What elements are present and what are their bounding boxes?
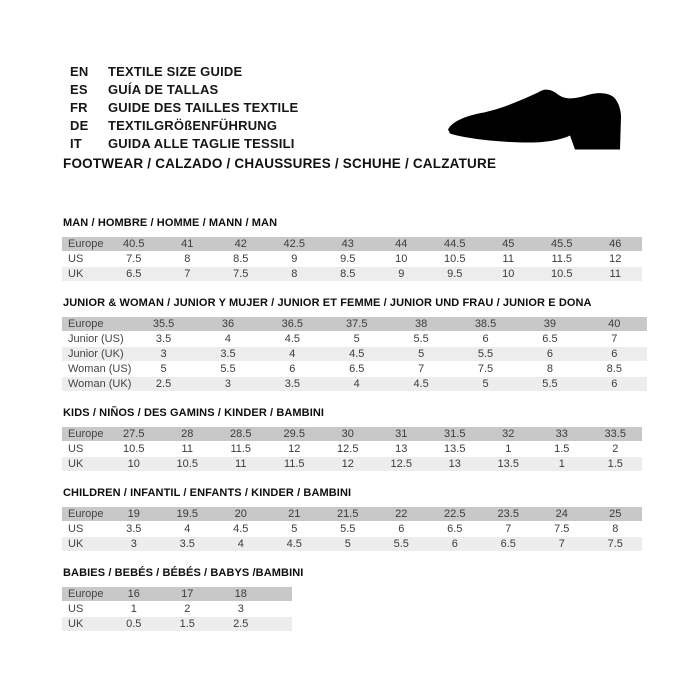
size-cell: 4.5 bbox=[268, 537, 322, 552]
size-cell: 12.5 bbox=[375, 457, 429, 472]
table-row bbox=[62, 587, 292, 602]
size-cell: 5.5 bbox=[518, 377, 582, 392]
row-label: Woman (UK) bbox=[62, 377, 131, 392]
size-cell: 10.5 bbox=[428, 252, 482, 267]
language-code: DE bbox=[70, 117, 89, 133]
size-cell: 13.5 bbox=[482, 457, 536, 472]
language-row bbox=[70, 62, 298, 80]
size-cell: 28.5 bbox=[214, 427, 268, 442]
row-label: UK bbox=[62, 617, 107, 632]
size-cell: 36 bbox=[196, 317, 260, 332]
size-cell: 4 bbox=[325, 377, 389, 392]
size-cell: 13 bbox=[375, 442, 429, 457]
size-cell: 5.5 bbox=[196, 362, 260, 377]
row-label: UK bbox=[62, 457, 107, 472]
size-cell: 21.5 bbox=[321, 507, 375, 522]
size-cell: 10 bbox=[375, 252, 429, 267]
size-cell: 11.5 bbox=[214, 442, 268, 457]
table-row bbox=[62, 442, 642, 457]
size-cell: 4 bbox=[214, 537, 268, 552]
size-cell: 31 bbox=[375, 427, 429, 442]
row-label: Europe bbox=[62, 317, 131, 332]
size-cell: 3.5 bbox=[131, 332, 195, 347]
size-cell: 8 bbox=[518, 362, 582, 377]
table-row bbox=[62, 457, 642, 472]
size-cell: 3 bbox=[107, 537, 161, 552]
row-label: Junior (UK) bbox=[62, 347, 131, 362]
row-label: Europe bbox=[62, 507, 107, 522]
language-title: GUIDE DES TAILLES TEXTILE bbox=[108, 99, 299, 115]
size-cell: 43 bbox=[321, 237, 375, 252]
size-table-title: CHILDREN / INFANTIL / ENFANTS / KINDER / BAMBINI bbox=[63, 487, 352, 499]
size-cell: 7 bbox=[389, 362, 453, 377]
size-cell: 11 bbox=[589, 267, 643, 282]
size-cell: 41 bbox=[161, 237, 215, 252]
size-cell: 24 bbox=[535, 507, 589, 522]
size-cell: 16 bbox=[107, 587, 161, 602]
size-cell: 5 bbox=[453, 377, 517, 392]
size-cell: 0.5 bbox=[107, 617, 161, 632]
size-cell: 19 bbox=[107, 507, 161, 522]
table-row bbox=[62, 507, 642, 522]
size-cell: 31.5 bbox=[428, 427, 482, 442]
size-cell: 8.5 bbox=[214, 252, 268, 267]
size-cell: 5 bbox=[389, 347, 453, 362]
size-cell: 5 bbox=[268, 522, 322, 537]
shoe-icon bbox=[442, 63, 642, 168]
size-cell: 10.5 bbox=[535, 267, 589, 282]
table-row bbox=[62, 617, 292, 632]
table-row bbox=[62, 252, 642, 267]
size-cell: 40 bbox=[582, 317, 646, 332]
size-cell: 5 bbox=[321, 537, 375, 552]
size-cell: 3.5 bbox=[260, 377, 324, 392]
size-cell: 9.5 bbox=[428, 267, 482, 282]
language-row bbox=[70, 98, 298, 116]
row-label: Europe bbox=[62, 587, 107, 602]
size-cell: 2 bbox=[161, 602, 215, 617]
size-cell: 4 bbox=[161, 522, 215, 537]
size-cell: 11.5 bbox=[535, 252, 589, 267]
size-cell: 44.5 bbox=[428, 237, 482, 252]
language-row bbox=[70, 80, 298, 98]
size-cell: 37.5 bbox=[325, 317, 389, 332]
size-cell: 3 bbox=[131, 347, 195, 362]
size-table-section bbox=[62, 486, 662, 552]
size-cell: 7.5 bbox=[214, 267, 268, 282]
table-row bbox=[62, 362, 647, 377]
table-row bbox=[62, 537, 642, 552]
size-cell: 45 bbox=[482, 237, 536, 252]
size-table bbox=[62, 587, 292, 632]
size-cell: 7.5 bbox=[535, 522, 589, 537]
size-cell: 7.5 bbox=[453, 362, 517, 377]
size-cell: 8.5 bbox=[582, 362, 646, 377]
table-row bbox=[62, 427, 642, 442]
size-cell: 1.5 bbox=[589, 457, 643, 472]
size-table bbox=[62, 317, 647, 392]
size-cell: 6 bbox=[375, 522, 429, 537]
size-cell: 11 bbox=[214, 457, 268, 472]
row-label: Woman (US) bbox=[62, 362, 131, 377]
table-row bbox=[62, 317, 647, 332]
size-cell: 28 bbox=[161, 427, 215, 442]
table-row bbox=[62, 332, 647, 347]
size-table-title: MAN / HOMBRE / HOMME / MANN / MAN bbox=[63, 217, 278, 229]
size-table-section bbox=[62, 566, 662, 632]
size-cell: 4.5 bbox=[325, 347, 389, 362]
size-cell: 6 bbox=[428, 537, 482, 552]
language-list bbox=[70, 62, 298, 152]
language-title: TEXTILE SIZE GUIDE bbox=[108, 63, 243, 79]
language-code: IT bbox=[70, 135, 82, 151]
size-cell: 3 bbox=[214, 602, 268, 617]
size-cell: 39 bbox=[518, 317, 582, 332]
size-cell: 40.5 bbox=[107, 237, 161, 252]
size-cell: 6 bbox=[518, 347, 582, 362]
size-cell: 6 bbox=[453, 332, 517, 347]
language-title: GUIDA ALLE TAGLIE TESSILI bbox=[108, 135, 295, 151]
size-cell: 2.5 bbox=[131, 377, 195, 392]
size-cell: 44 bbox=[375, 237, 429, 252]
table-row bbox=[62, 602, 292, 617]
size-cell: 6.5 bbox=[107, 267, 161, 282]
size-cell: 3.5 bbox=[161, 537, 215, 552]
size-cell: 13 bbox=[428, 457, 482, 472]
size-cell: 10 bbox=[482, 267, 536, 282]
row-label: UK bbox=[62, 537, 107, 552]
size-cell: 7 bbox=[482, 522, 536, 537]
row-label: Europe bbox=[62, 237, 107, 252]
size-tables-area bbox=[62, 216, 662, 632]
size-cell: 7 bbox=[161, 267, 215, 282]
size-cell: 7.5 bbox=[107, 252, 161, 267]
language-title: TEXTILGRÖßENFÜHRUNG bbox=[108, 117, 278, 133]
size-cell: 11 bbox=[482, 252, 536, 267]
size-cell: 5.5 bbox=[453, 347, 517, 362]
size-table bbox=[62, 237, 642, 282]
size-cell: 12.5 bbox=[321, 442, 375, 457]
size-cell: 4.5 bbox=[389, 377, 453, 392]
size-cell: 8.5 bbox=[321, 267, 375, 282]
size-cell: 10.5 bbox=[107, 442, 161, 457]
size-table-section bbox=[62, 296, 662, 392]
table-row bbox=[62, 267, 642, 282]
table-row bbox=[62, 522, 642, 537]
size-cell: 3 bbox=[196, 377, 260, 392]
size-cell: 32 bbox=[482, 427, 536, 442]
size-cell: 1.5 bbox=[161, 617, 215, 632]
table-row bbox=[62, 237, 642, 252]
row-label: US bbox=[62, 252, 107, 267]
language-title: GUÍA DE TALLAS bbox=[108, 81, 219, 97]
size-cell: 33 bbox=[535, 427, 589, 442]
size-cell: 8 bbox=[589, 522, 643, 537]
size-cell: 1.5 bbox=[535, 442, 589, 457]
size-cell: 7 bbox=[582, 332, 646, 347]
size-table bbox=[62, 507, 642, 552]
size-cell: 30 bbox=[321, 427, 375, 442]
size-cell: 42.5 bbox=[268, 237, 322, 252]
size-cell: 4 bbox=[260, 347, 324, 362]
size-cell: 5.5 bbox=[321, 522, 375, 537]
size-cell: 9 bbox=[268, 252, 322, 267]
language-code: FR bbox=[70, 99, 88, 115]
size-cell: 2 bbox=[589, 442, 643, 457]
row-label: US bbox=[62, 602, 107, 617]
size-cell: 22 bbox=[375, 507, 429, 522]
size-cell: 6 bbox=[582, 377, 646, 392]
size-cell: 3.5 bbox=[107, 522, 161, 537]
size-table-section bbox=[62, 406, 662, 472]
filler-cell bbox=[268, 587, 292, 602]
size-cell: 21 bbox=[268, 507, 322, 522]
size-cell: 25 bbox=[589, 507, 643, 522]
row-label: US bbox=[62, 442, 107, 457]
size-table-title: BABIES / BEBÉS / BÉBÉS / BABYS /BAMBINI bbox=[63, 567, 304, 579]
language-row bbox=[70, 116, 298, 134]
language-row bbox=[70, 134, 298, 152]
size-cell: 5.5 bbox=[375, 537, 429, 552]
size-cell: 46 bbox=[589, 237, 643, 252]
size-cell: 10 bbox=[107, 457, 161, 472]
size-cell: 3.5 bbox=[196, 347, 260, 362]
size-cell: 1 bbox=[107, 602, 161, 617]
size-cell: 27.5 bbox=[107, 427, 161, 442]
row-label: UK bbox=[62, 267, 107, 282]
size-cell: 11.5 bbox=[268, 457, 322, 472]
size-cell: 12 bbox=[589, 252, 643, 267]
size-cell: 5.5 bbox=[389, 332, 453, 347]
size-cell: 6.5 bbox=[428, 522, 482, 537]
size-cell: 9 bbox=[375, 267, 429, 282]
size-cell: 11 bbox=[161, 442, 215, 457]
category-heading: FOOTWEAR / CALZADO / CHAUSSURES / SCHUHE / CALZATURE bbox=[63, 156, 497, 171]
filler-cell bbox=[268, 617, 292, 632]
size-cell: 4 bbox=[196, 332, 260, 347]
size-cell: 6 bbox=[582, 347, 646, 362]
size-cell: 23.5 bbox=[482, 507, 536, 522]
size-cell: 36.5 bbox=[260, 317, 324, 332]
size-cell: 7.5 bbox=[589, 537, 643, 552]
row-label: Europe bbox=[62, 427, 107, 442]
size-cell: 12 bbox=[268, 442, 322, 457]
size-cell: 6 bbox=[260, 362, 324, 377]
size-cell: 17 bbox=[161, 587, 215, 602]
size-cell: 29.5 bbox=[268, 427, 322, 442]
size-cell: 35.5 bbox=[131, 317, 195, 332]
size-cell: 5 bbox=[131, 362, 195, 377]
size-table-title: JUNIOR & WOMAN / JUNIOR Y MUJER / JUNIOR ET FEMME / JUNIOR UND FRAU / JUNIOR E DONA bbox=[63, 297, 592, 309]
size-table-section bbox=[62, 216, 662, 282]
size-cell: 20 bbox=[214, 507, 268, 522]
size-cell: 1 bbox=[482, 442, 536, 457]
size-cell: 8 bbox=[161, 252, 215, 267]
size-table bbox=[62, 427, 642, 472]
size-cell: 4.5 bbox=[260, 332, 324, 347]
size-table-title: KIDS / NIÑOS / DES GAMINS / KINDER / BAMBINI bbox=[63, 407, 325, 419]
size-cell: 38 bbox=[389, 317, 453, 332]
size-cell: 6.5 bbox=[482, 537, 536, 552]
size-cell: 2.5 bbox=[214, 617, 268, 632]
language-code: EN bbox=[70, 63, 89, 79]
size-cell: 42 bbox=[214, 237, 268, 252]
filler-cell bbox=[268, 602, 292, 617]
language-code: ES bbox=[70, 81, 88, 97]
table-row bbox=[62, 377, 647, 392]
size-cell: 22.5 bbox=[428, 507, 482, 522]
size-cell: 6.5 bbox=[518, 332, 582, 347]
size-cell: 45.5 bbox=[535, 237, 589, 252]
size-cell: 5 bbox=[325, 332, 389, 347]
size-cell: 38.5 bbox=[453, 317, 517, 332]
size-cell: 7 bbox=[535, 537, 589, 552]
row-label: Junior (US) bbox=[62, 332, 131, 347]
size-cell: 12 bbox=[321, 457, 375, 472]
size-cell: 6.5 bbox=[325, 362, 389, 377]
size-cell: 18 bbox=[214, 587, 268, 602]
size-cell: 13.5 bbox=[428, 442, 482, 457]
table-row bbox=[62, 347, 647, 362]
size-cell: 10.5 bbox=[161, 457, 215, 472]
row-label: US bbox=[62, 522, 107, 537]
size-cell: 19.5 bbox=[161, 507, 215, 522]
size-cell: 8 bbox=[268, 267, 322, 282]
size-cell: 33.5 bbox=[589, 427, 643, 442]
size-cell: 1 bbox=[535, 457, 589, 472]
size-cell: 9.5 bbox=[321, 252, 375, 267]
size-cell: 4.5 bbox=[214, 522, 268, 537]
